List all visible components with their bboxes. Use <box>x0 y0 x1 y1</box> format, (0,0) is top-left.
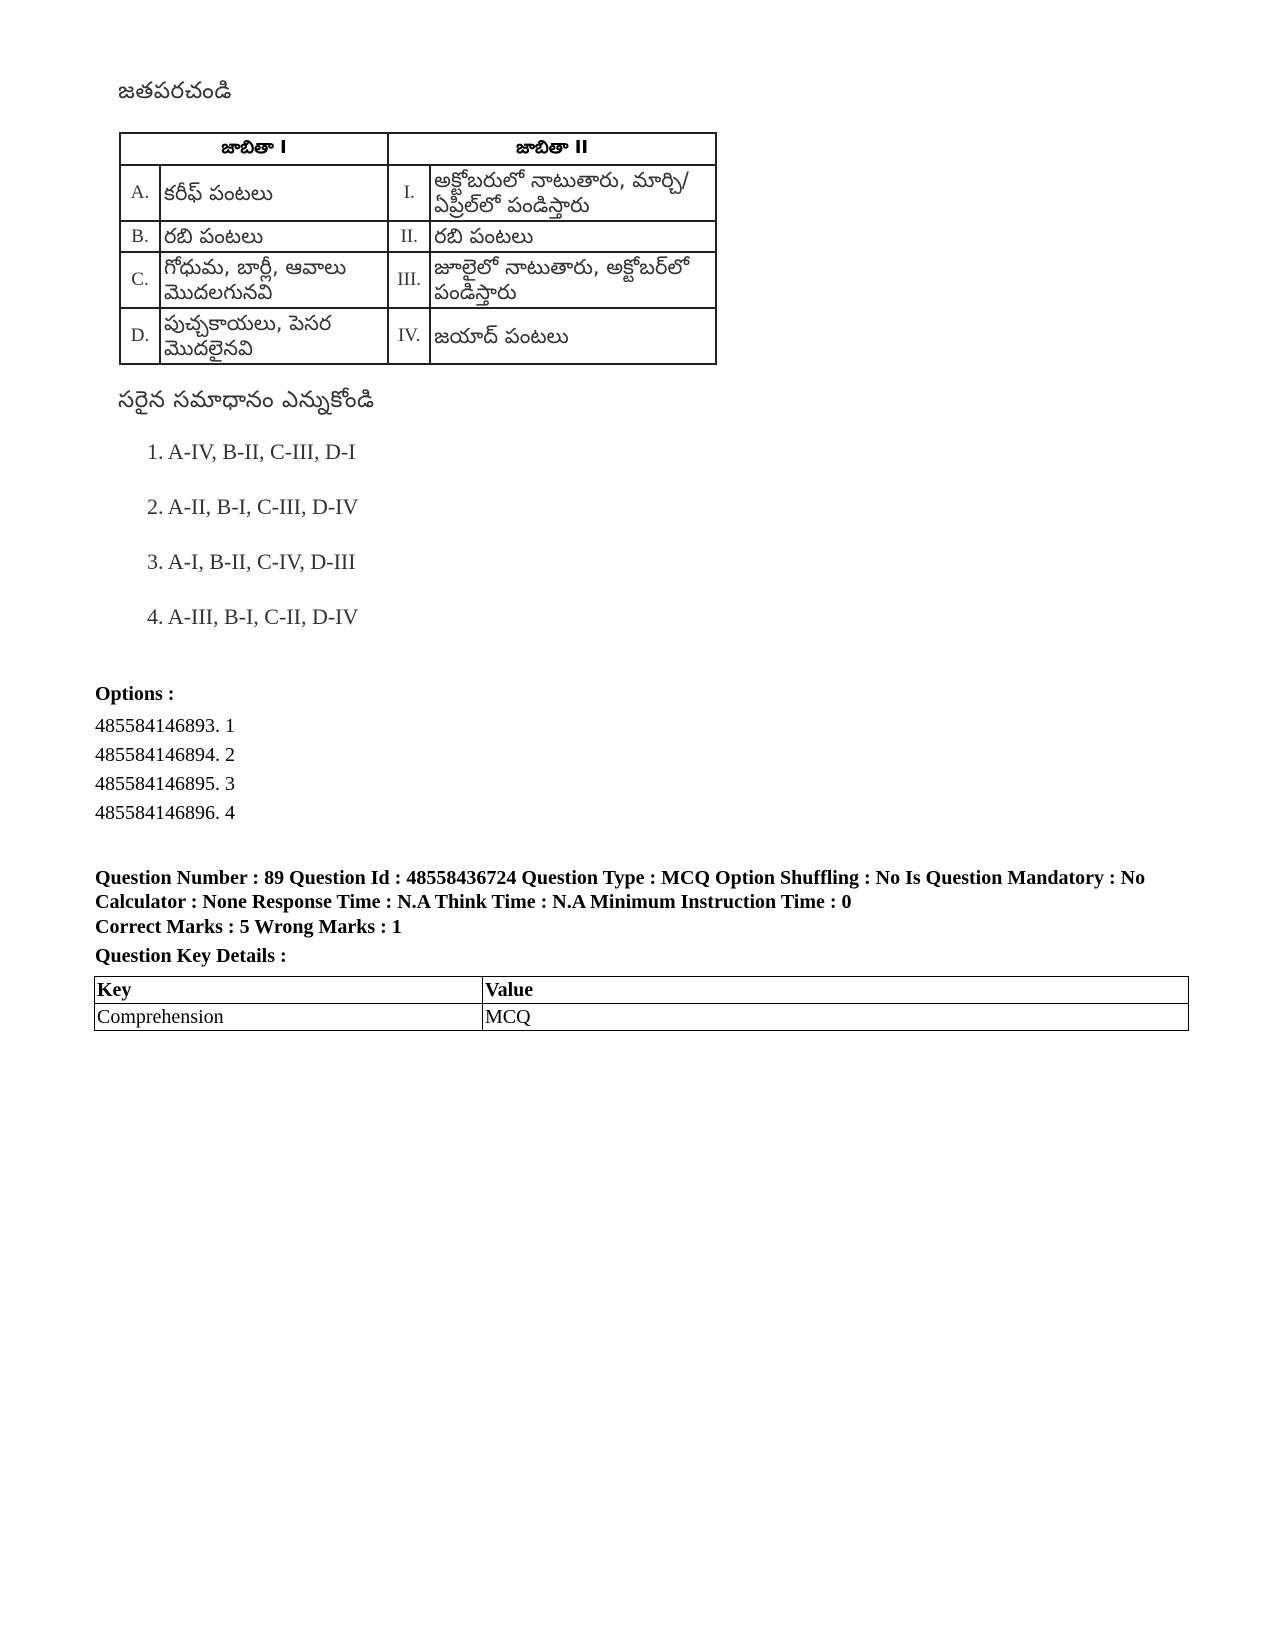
match-table <box>119 132 717 365</box>
answer-choice: 3. A-I, B-II, C-IV, D-III <box>147 549 356 574</box>
row-item: కరీఫ్ పంటలు <box>160 165 388 221</box>
value-cell: MCQ <box>483 1004 1189 1031</box>
row-item: పుచ్చకాయలు, పెసర మొదలైనవి <box>160 308 388 364</box>
row-match: జయాద్ పంటలు <box>430 308 716 364</box>
row-match: అక్టోబరులో నాటుతారు, మార్చి/ ఏప్రిల్‌లో పండిస్తారు <box>430 165 716 221</box>
match-row <box>120 221 716 252</box>
marks-line: Correct Marks : 5 Wrong Marks : 1 <box>95 916 402 938</box>
match-row <box>120 165 716 221</box>
key-header: Key <box>95 977 483 1004</box>
option-item: 485584146894. 2 <box>95 744 235 766</box>
row-letter: C. <box>120 252 160 308</box>
answer-choices <box>110 437 750 657</box>
row-roman: III. <box>388 252 430 308</box>
list-2-header: జాబితా II <box>388 133 716 165</box>
option-item: 485584146895. 3 <box>95 773 235 795</box>
key-details-table <box>94 976 1189 1031</box>
question-meta: Question Number : 89 Question Id : 48558436724 Question Type : MCQ Option Shuffling : No Is Question Mandatory : No Calculator : None Response Time : N.A Think Time : N.A Minimum Instruction Time : 0 <box>95 867 1146 913</box>
options-title: Options : <box>95 683 175 705</box>
key-cell: Comprehension <box>95 1004 483 1031</box>
answer-choice: 2. A-II, B-I, C-III, D-IV <box>147 494 359 519</box>
question-instruction: సరైన సమాధానం ఎన్నుకోండి <box>118 387 375 413</box>
row-roman: II. <box>388 221 430 252</box>
answer-choice: 4. A-III, B-I, C-II, D-IV <box>147 604 359 629</box>
row-match: జూలైలో నాటుతారు, అక్టోబర్‌లో పండిస్తారు <box>430 252 716 308</box>
row-roman: IV. <box>388 308 430 364</box>
row-roman: I. <box>388 165 430 221</box>
answer-choice: 1. A-IV, B-II, C-III, D-I <box>147 439 356 464</box>
row-match: రబి పంటలు <box>430 221 716 252</box>
row-item: రబి పంటలు <box>160 221 388 252</box>
match-row <box>120 308 716 364</box>
question-image <box>110 78 750 657</box>
row-item: గోధుమ, బార్లీ, ఆవాలు మొదలగునవి <box>160 252 388 308</box>
question-heading: జతపరచండి <box>118 78 232 104</box>
row-letter: B. <box>120 221 160 252</box>
option-item: 485584146893. 1 <box>95 715 235 737</box>
row-letter: A. <box>120 165 160 221</box>
key-table-row <box>95 1004 1189 1031</box>
option-item: 485584146896. 4 <box>95 802 235 824</box>
list-1-header: జాబితా I <box>120 133 388 165</box>
key-details-title: Question Key Details : <box>95 945 287 967</box>
options-section <box>95 683 235 828</box>
match-table-header-row <box>120 133 716 165</box>
key-table-header-row <box>95 977 1189 1004</box>
match-row <box>120 252 716 308</box>
value-header: Value <box>483 977 1189 1004</box>
row-letter: D. <box>120 308 160 364</box>
